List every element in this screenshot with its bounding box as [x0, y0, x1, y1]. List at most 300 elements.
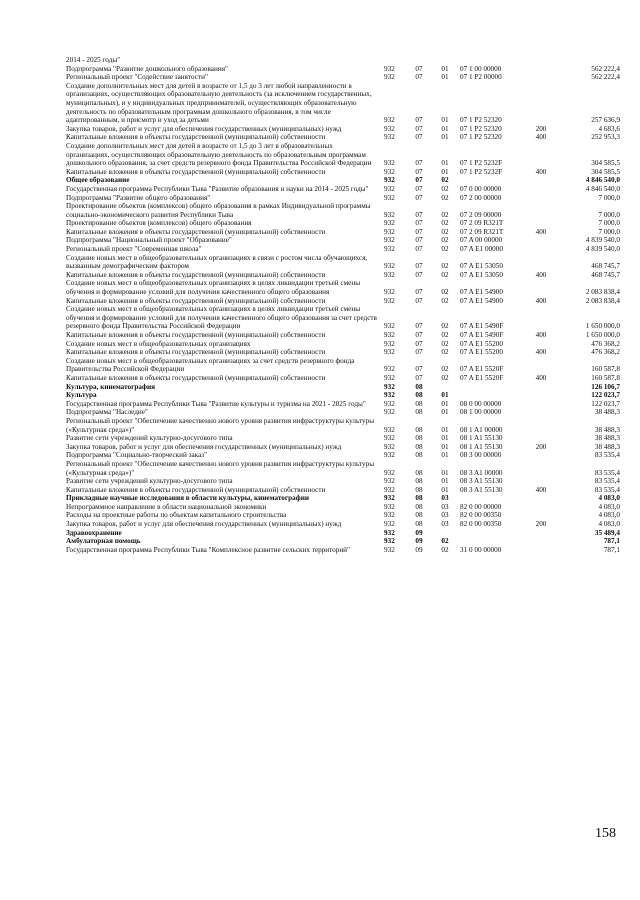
row-name: Капитальные вложения в объекты государственной (муниципальной) собственности — [66, 331, 326, 339]
row-amount: 83 535,4 — [594, 477, 620, 486]
row-expense-type-code: 400 — [535, 133, 547, 142]
table-row — [66, 451, 620, 460]
row-subsection-code: 03 — [441, 502, 449, 511]
row-gr-code: 932 — [384, 124, 395, 133]
row-gr-code: 932 — [384, 236, 395, 245]
row-section-code: 08 — [415, 425, 423, 434]
row-subsection-code: 02 — [441, 348, 449, 357]
row-amount: 4 083,0 — [598, 494, 620, 503]
row-name: Развитие сети учреждений культурно-досугового типа — [66, 477, 233, 486]
row-amount: 252 953,3 — [591, 133, 620, 142]
row-subsection-code: 02 — [441, 339, 449, 348]
table-row — [66, 340, 620, 349]
row-target-code: 07 1 P2 5232F — [460, 159, 503, 168]
row-gr-code: 932 — [384, 339, 395, 348]
table-row — [66, 477, 620, 486]
row-name: Проектирование объектов (комплексов) общего образования в рамках Индивидуальной программы социально-экономического развития Республики Тыва — [66, 202, 371, 219]
row-amount: 7 000,0 — [598, 227, 620, 236]
table-row — [66, 417, 620, 434]
row-expense-type-code — [528, 383, 554, 392]
row-name: Подпрограмма "Наследие" — [66, 408, 148, 417]
row-name: Закупка товаров, работ и услуг для обеспечения государственных (муниципальных) нужд — [66, 124, 342, 133]
row-subsection-code: 02 — [441, 176, 449, 185]
row-subsection-code: 01 — [441, 133, 449, 142]
row-target-code: 07 1 P2 00000 — [460, 73, 502, 82]
row-subsection-code: 01 — [441, 485, 449, 494]
row-expense-type-code — [528, 400, 554, 409]
row-amount: 1 650 000,0 — [585, 322, 620, 331]
row-subsection-code: 03 — [441, 511, 449, 520]
row-target-code: 07 1 P2 52320 — [460, 116, 502, 125]
row-section-code: 07 — [415, 184, 423, 193]
table-row — [66, 271, 620, 280]
row-subsection-code: 02 — [441, 288, 449, 297]
row-amount: 4 083,0 — [598, 511, 620, 520]
table-row — [66, 73, 620, 82]
table-row — [66, 245, 620, 254]
row-subsection-code: 01 — [441, 451, 449, 460]
table-row — [66, 383, 620, 392]
row-amount: 787,1 — [603, 537, 620, 546]
row-section-code: 07 — [415, 348, 423, 357]
row-section-code: 08 — [415, 442, 423, 451]
table-row — [66, 486, 620, 495]
row-name: Региональный проект "Содействие занятости" — [66, 73, 208, 82]
row-expense-type-code: 400 — [535, 167, 547, 176]
row-section-code: 07 — [415, 219, 423, 228]
row-expense-type-code: 400 — [535, 348, 547, 357]
table-row — [66, 82, 620, 125]
row-section-code: 07 — [415, 296, 423, 305]
row-gr-code: 932 — [384, 511, 395, 520]
row-name: Закупка товаров, работ и услуг для обеспечения государственных (муниципальных) нужд — [66, 520, 342, 529]
row-amount: 38 488,3 — [594, 425, 620, 434]
table-row — [66, 297, 620, 306]
row-gr-code: 932 — [384, 116, 395, 125]
row-expense-type-code — [528, 56, 554, 65]
table-row — [66, 305, 620, 331]
row-name: Создание дополнительных мест для детей в возрасте от 1,5 до 3 лет в образовательных организациях, осуществляющих образовательную деятельность по образовательным программам дошкольного образования, за счет средств резервного фонда Правительства Российской Федерации — [66, 141, 372, 168]
row-gr-code: 932 — [384, 365, 395, 374]
row-section-code: 07 — [415, 133, 423, 142]
row-amount: 122 023,7 — [591, 399, 620, 408]
row-amount: 4 846 540,0 — [585, 176, 620, 185]
row-target-code: 82 0 00 00350 — [460, 520, 502, 529]
row-section-code: 09 — [415, 545, 423, 554]
row-name: Создание новых мест в общеобразовательных организациях в целях ликвидации третьей смены обучения и формирование условий для получения качественного общего образования — [66, 279, 361, 297]
row-expense-type-code — [528, 357, 554, 374]
row-target-code: 08 1 00 00000 — [460, 408, 502, 417]
row-name: Создание новых мест в общеобразовательных организациях за счет средств резервного фонда Правительства Российской Федерации — [66, 356, 355, 374]
row-gr-code: 932 — [384, 219, 395, 228]
row-section-code: 08 — [415, 451, 423, 460]
row-name: Общее образование — [66, 176, 130, 185]
row-subsection-code: 02 — [441, 331, 449, 339]
row-gr-code: 932 — [384, 373, 395, 382]
row-target-code: 07 A E1 5520F — [460, 365, 504, 374]
row-name: Расходы на проектные работы по объектам капитального строительства — [66, 511, 287, 520]
row-section-code: 07 — [415, 64, 423, 73]
row-section-code: 07 — [415, 373, 423, 382]
row-amount: 4 083,0 — [598, 502, 620, 511]
row-name: Создание дополнительных мест для детей в возрасте от 1,5 до 3 лет любой направленности в организациях, осуществляющих образовательную деятельность (за исключением государственных, муниципальных), и у индивидуальных предпринимателей, осуществляющих образовательную деятельность по образовательным программам дошкольного образования, в том числе адаптированным, и присмотр и уход за детьми — [66, 81, 372, 125]
row-subsection-code: 01 — [441, 159, 449, 168]
row-section-code: 09 — [415, 537, 423, 546]
row-subsection-code: 01 — [441, 408, 449, 417]
row-section-code — [408, 56, 430, 65]
row-expense-type-code: 200 — [535, 520, 547, 529]
row-subsection-code: 01 — [441, 391, 449, 400]
row-gr-code: 932 — [384, 442, 395, 451]
row-subsection-code: 01 — [441, 116, 449, 125]
row-gr-code: 932 — [384, 348, 395, 357]
row-subsection-code: 01 — [441, 442, 449, 451]
row-subsection-code: 01 — [441, 124, 449, 133]
row-name: Подпрограмма "Развитие дошкольного образования" — [66, 64, 228, 73]
row-gr-code: 932 — [384, 288, 395, 297]
table-row — [66, 391, 620, 400]
row-expense-type-code — [528, 254, 554, 271]
row-target-code: 07 A E1 55200 — [460, 348, 503, 357]
table-row — [66, 400, 620, 409]
row-name: Капитальные вложения в объекты государственной (муниципальной) собственности — [66, 296, 326, 305]
row-amount: 35 489,4 — [594, 528, 620, 537]
row-name: Культура — [66, 391, 97, 400]
row-gr-code: 932 — [384, 494, 395, 503]
row-amount: 2 083 838,4 — [585, 288, 620, 297]
table-row — [66, 348, 620, 357]
row-name: Капитальные вложения в объекты государственной (муниципальной) собственности — [66, 373, 326, 382]
row-expense-type-code — [528, 73, 554, 82]
row-section-code: 07 — [415, 193, 423, 202]
row-gr-code: 932 — [384, 408, 395, 417]
row-name: Здравоохранение — [66, 528, 122, 537]
row-target-code — [460, 383, 528, 392]
row-gr-code: 932 — [384, 451, 395, 460]
table-row — [66, 529, 620, 538]
row-expense-type-code: 400 — [535, 373, 547, 382]
row-section-code: 08 — [415, 477, 423, 486]
row-name: Капитальные вложения в объекты государственной (муниципальной) собственности — [66, 167, 326, 176]
row-name: Создание новых мест в общеобразовательных организациях в целях ликвидации третьей смены обучения и формирование условий для получения качественного общего образования за счет средств резервного фонда Правительства Российской Федерации — [66, 305, 377, 331]
row-name: Региональный проект "Обеспечение качественно нового уровня развития инфраструктуры культуры («Культурная среда»)" — [66, 416, 375, 434]
row-name: Капитальные вложения в объекты государственной (муниципальной) собственности — [66, 485, 326, 494]
row-section-code: 09 — [415, 528, 423, 537]
row-target-code — [460, 56, 528, 65]
row-target-code — [460, 494, 528, 503]
row-name: Капитальные вложения в объекты государственной (муниципальной) собственности — [66, 348, 326, 357]
table-row — [66, 65, 620, 74]
row-gr-code: 932 — [384, 331, 395, 339]
row-target-code: 08 3 00 00000 — [460, 451, 502, 460]
row-subsection-code: 02 — [441, 219, 449, 228]
row-section-code: 08 — [415, 434, 423, 443]
row-subsection-code: 02 — [441, 193, 449, 202]
table-row — [66, 408, 620, 417]
row-amount: 468 745,7 — [591, 262, 620, 271]
table-row — [66, 374, 620, 383]
row-subsection-code: 01 — [441, 64, 449, 73]
row-amount: 7 000,0 — [598, 193, 620, 202]
row-subsection-code: 03 — [441, 494, 449, 503]
table-row — [66, 460, 620, 477]
table-row — [66, 331, 620, 340]
row-name: Региональный проект "Обеспечение качественно нового уровня развития инфраструктуры культуры («Культурная среда»)" — [66, 459, 375, 477]
row-gr-code: 932 — [384, 485, 395, 494]
row-amount: 4 846 540,0 — [585, 184, 620, 193]
row-amount: 83 535,4 — [594, 485, 620, 494]
row-amount: 2 083 838,4 — [585, 296, 620, 305]
row-amount: 38 488,3 — [594, 442, 620, 451]
row-name: Культура, кинематография — [66, 382, 155, 391]
row-section-code: 08 — [415, 408, 423, 417]
row-name: Амбулаторная помощь — [66, 537, 141, 546]
row-subsection-code: 02 — [441, 184, 449, 193]
row-section-code: 08 — [415, 485, 423, 494]
row-gr-code — [384, 56, 408, 65]
row-gr-code: 932 — [384, 210, 395, 219]
row-target-code: 08 3 A1 55130 — [460, 485, 503, 494]
row-subsection-code: 03 — [441, 520, 449, 529]
row-target-code: 07 A E1 5490F — [460, 322, 504, 331]
row-subsection-code: 02 — [441, 296, 449, 305]
row-amount: 126 106,7 — [591, 382, 620, 391]
row-target-code: 07 1 00 00000 — [460, 64, 502, 73]
table-row — [66, 443, 620, 452]
row-expense-type-code — [528, 417, 554, 434]
row-target-code: 07 1 P2 5232F — [460, 167, 503, 176]
row-section-code: 07 — [415, 322, 423, 331]
row-subsection-code: 02 — [441, 210, 449, 219]
row-amount: 304 585,5 — [591, 167, 620, 176]
table-body — [66, 56, 620, 554]
row-section-code: 08 — [415, 391, 423, 400]
row-gr-code: 932 — [384, 227, 395, 236]
row-section-code: 07 — [415, 236, 423, 245]
row-subsection-code: 02 — [441, 270, 449, 279]
row-amount: 476 368,2 — [591, 339, 620, 348]
row-subsection-code: 01 — [441, 477, 449, 486]
row-name: Государственная программа Республики Тыва "Развитие культуры и туризма на 2021 - 2025 годы" — [66, 399, 366, 408]
row-expense-type-code: 400 — [535, 270, 547, 279]
row-name: Капитальные вложения в объекты государственной (муниципальной) собственности — [66, 270, 326, 279]
row-name: Закупка товаров, работ и услуг для обеспечения государственных (муниципальных) нужд — [66, 442, 342, 451]
table-row — [66, 254, 620, 271]
table-row — [66, 133, 620, 142]
row-section-code: 08 — [415, 520, 423, 529]
row-amount: 4 839 540,0 — [585, 245, 620, 254]
row-subsection-code — [430, 56, 460, 65]
row-target-code: 07 A E1 5520F — [460, 373, 504, 382]
row-gr-code: 932 — [384, 296, 395, 305]
row-name: Создание новых мест в общеобразовательных организациях — [66, 339, 251, 348]
row-name: Капитальные вложения в объекты государственной (муниципальной) собственности — [66, 133, 326, 142]
row-section-code: 08 — [415, 511, 423, 520]
row-section-code: 07 — [415, 288, 423, 297]
row-gr-code: 932 — [384, 167, 395, 176]
row-expense-type-code: 400 — [535, 227, 547, 236]
row-target-code: 07 A E1 54900 — [460, 288, 503, 297]
table-row — [66, 236, 620, 245]
row-section-code: 07 — [415, 73, 423, 82]
row-amount: 562 222,4 — [591, 64, 620, 73]
row-gr-code: 932 — [384, 159, 395, 168]
row-gr-code: 932 — [384, 64, 395, 73]
row-subsection-code: 01 — [441, 399, 449, 408]
row-section-code: 07 — [415, 227, 423, 236]
row-target-code — [460, 537, 528, 546]
row-expense-type-code — [528, 546, 554, 555]
row-expense-type-code: 400 — [535, 485, 547, 494]
row-expense-type-code — [528, 340, 554, 349]
row-target-code: 07 1 P2 52320 — [460, 133, 502, 142]
row-target-code: 07 1 P2 52320 — [460, 124, 502, 133]
row-target-code: 08 0 00 00000 — [460, 399, 502, 408]
row-expense-type-code — [528, 305, 554, 331]
row-expense-type-code — [528, 494, 554, 503]
row-gr-code: 932 — [384, 425, 395, 434]
row-subsection-code: 01 — [441, 167, 449, 176]
row-gr-code: 932 — [384, 468, 395, 477]
row-target-code: 07 A E1 5490F — [460, 331, 504, 339]
row-amount: 787,1 — [603, 545, 620, 554]
table-row — [66, 357, 620, 374]
row-expense-type-code: 400 — [535, 331, 547, 339]
row-subsection-code: 02 — [441, 322, 449, 331]
row-name: Подпрограмма "Развитие общего образования" — [66, 193, 211, 202]
row-section-code: 08 — [415, 382, 423, 391]
row-target-code: 07 A E1 53050 — [460, 270, 503, 279]
row-section-code: 08 — [415, 502, 423, 511]
row-name: 2014 - 2025 годы" — [66, 56, 121, 64]
row-target-code: 07 A E1 53050 — [460, 262, 503, 271]
row-subsection-code — [430, 529, 460, 538]
row-amount: 468 745,7 — [591, 270, 620, 279]
table-row — [66, 520, 620, 529]
row-subsection-code: 02 — [441, 365, 449, 374]
row-subsection-code — [430, 383, 460, 392]
row-section-code: 07 — [415, 270, 423, 279]
row-section-code: 08 — [415, 399, 423, 408]
row-subsection-code: 01 — [441, 425, 449, 434]
row-name: Государственная программа Республики Тыва "Комплексное развитие сельских территорий" — [66, 545, 350, 554]
row-target-code: 07 A 00 00000 — [460, 236, 503, 245]
row-amount: 122 023,7 — [591, 391, 620, 400]
row-subsection-code: 02 — [441, 537, 449, 546]
row-expense-type-code — [528, 477, 554, 486]
row-expense-type-code — [528, 202, 554, 219]
row-name: Государственная программа Республики Тыва "Развитие образования и науки на 2014 - 2025 годы" — [66, 184, 369, 193]
row-section-code: 08 — [415, 468, 423, 477]
row-target-code: 07 A E1 00000 — [460, 245, 503, 254]
row-section-code: 07 — [415, 210, 423, 219]
row-name: Подпрограмма "Национальный проект "Образование" — [66, 236, 232, 245]
page-number: 158 — [595, 826, 616, 841]
row-target-code: 08 1 A1 55130 — [460, 442, 503, 451]
row-amount: 7 000,0 — [598, 210, 620, 219]
row-amount: 38 488,3 — [594, 408, 620, 417]
row-section-code: 07 — [415, 124, 423, 133]
row-expense-type-code — [528, 408, 554, 417]
row-amount: 38 488,3 — [594, 434, 620, 443]
row-gr-code: 932 — [384, 245, 395, 254]
row-name: Развитие сети учреждений культурно-досугового типа — [66, 434, 233, 443]
row-gr-code: 932 — [384, 528, 395, 537]
row-target-code: 82 0 00 00350 — [460, 511, 502, 520]
row-subsection-code: 02 — [441, 262, 449, 271]
row-expense-type-code — [528, 194, 554, 203]
row-amount: 4 083,0 — [598, 520, 620, 529]
row-expense-type-code: 200 — [535, 124, 547, 133]
row-expense-type-code — [528, 511, 554, 520]
table-row — [66, 185, 620, 194]
table-row — [66, 279, 620, 296]
row-name: Капитальные вложения в объекты государственной (муниципальной) собственности — [66, 227, 326, 236]
row-section-code: 07 — [415, 331, 423, 339]
table-row — [66, 494, 620, 503]
row-section-code: 07 — [415, 365, 423, 374]
row-target-code: 07 2 09 00000 — [460, 210, 502, 219]
row-target-code: 07 A E1 54900 — [460, 296, 503, 305]
row-subsection-code: 01 — [441, 434, 449, 443]
row-gr-code: 932 — [384, 545, 395, 554]
row-amount: 160 587,8 — [591, 365, 620, 374]
row-name: Региональный проект "Современная школа" — [66, 245, 202, 254]
row-amount: 257 636,9 — [591, 116, 620, 125]
row-amount: 304 585,5 — [591, 159, 620, 168]
row-expense-type-code — [528, 529, 554, 538]
row-target-code: 08 1 A1 00000 — [460, 425, 503, 434]
row-section-code: 07 — [415, 116, 423, 125]
row-subsection-code: 02 — [441, 227, 449, 236]
table-row — [66, 228, 620, 237]
row-target-code — [460, 529, 528, 538]
row-amount: 1 650 000,0 — [585, 331, 620, 339]
table-row — [66, 194, 620, 203]
row-expense-type-code — [528, 65, 554, 74]
table-row — [66, 56, 620, 65]
row-name: Подпрограмма "Социально-творческий заказ" — [66, 451, 208, 460]
row-gr-code: 932 — [384, 477, 395, 486]
row-target-code: 07 2 00 00000 — [460, 193, 502, 202]
table-row — [66, 142, 620, 168]
table-row — [66, 434, 620, 443]
row-gr-code: 932 — [384, 193, 395, 202]
row-expense-type-code: 400 — [535, 296, 547, 305]
table-row — [66, 503, 620, 512]
row-expense-type-code — [528, 236, 554, 245]
row-name: Непрограммное направление в области национальной экономики — [66, 502, 267, 511]
row-gr-code: 932 — [384, 133, 395, 142]
row-expense-type-code — [528, 185, 554, 194]
table-row — [66, 202, 620, 219]
row-expense-type-code — [528, 391, 554, 400]
row-amount: 160 587,8 — [591, 373, 620, 382]
row-amount: 4 839 540,0 — [585, 236, 620, 245]
row-gr-code: 932 — [384, 262, 395, 271]
row-subsection-code: 01 — [441, 73, 449, 82]
row-target-code: 08 3 A1 00000 — [460, 468, 503, 477]
row-target-code — [460, 391, 528, 400]
row-expense-type-code — [528, 176, 554, 185]
budget-table — [66, 56, 620, 554]
row-amount: 476 368,2 — [591, 348, 620, 357]
row-amount: 4 683,6 — [598, 124, 620, 133]
table-row — [66, 546, 620, 555]
row-target-code: 31 0 00 00000 — [460, 545, 502, 554]
row-expense-type-code — [528, 460, 554, 477]
row-section-code: 08 — [415, 494, 423, 503]
